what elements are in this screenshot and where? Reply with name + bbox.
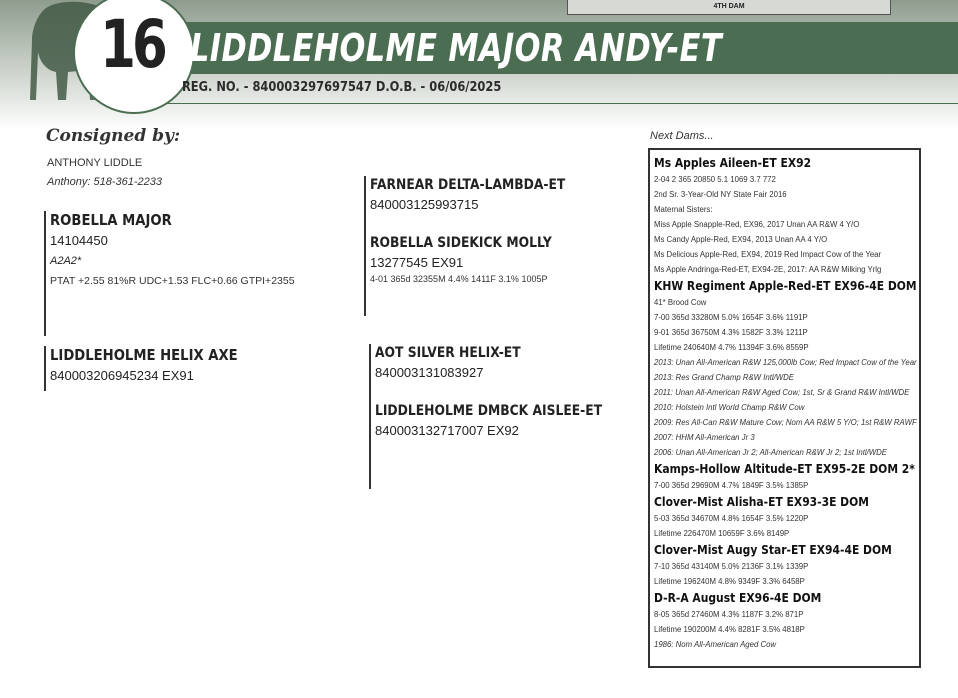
- dam-entry-line: 2011: Unan All-American R&W Aged Cow; 1st, Sr & Grand R&W Intl/WDE: [654, 388, 910, 397]
- sire-dam-reg: 13277545 EX91: [370, 255, 464, 270]
- sire-proof: PTAT +2.55 81%R UDC+1.53 FLC+0.66 GTPI+2355: [50, 275, 295, 287]
- next-dams-label: Next Dams...: [650, 130, 714, 142]
- dam-sire-name: AOT SILVER HELIX-ET: [375, 345, 521, 361]
- dam-entry-line: Ms Apple Andringa-Red-ET, EX94-2E, 2017: AA R&W Milking Yrlg: [654, 265, 882, 274]
- sire-parents-block: [364, 176, 592, 316]
- dam-entry-name: D-R-A August EX96-4E DOM: [654, 590, 822, 605]
- dam-entry: [654, 541, 919, 589]
- dam-entry-line: Lifetime 190200M 4.4% 8281F 3.5% 4818P: [654, 625, 805, 634]
- sire-sire-reg: 840003125993715: [370, 197, 479, 212]
- dam-entry: [654, 154, 919, 277]
- dam-block: [44, 346, 263, 391]
- dam-entry-line: 2nd Sr. 3-Year-Old NY State Fair 2016: [654, 190, 787, 199]
- registration-line: REG. NO. - 840003297697547 D.O.B. - 06/06/2025: [182, 80, 502, 95]
- dam-entry-line: 2-04 2 365 20850 5.1 1069 3.7 772: [654, 175, 776, 184]
- dam-entry-line: 7-00 365d 33280M 5.0% 1654F 3.6% 1191P: [654, 313, 808, 322]
- dam-entry-name: Kamps-Hollow Altitude-ET EX95-2E DOM 2*: [654, 461, 915, 476]
- consignor-name: ANTHONY LIDDLE: [47, 157, 143, 169]
- sire-name: ROBELLA MAJOR: [50, 211, 172, 229]
- sire-genetics: A2A2*: [50, 255, 82, 267]
- dam-entry-line: Lifetime 226470M 10659F 3.6% 8149P: [654, 529, 790, 538]
- banner-rule: [160, 103, 958, 104]
- dam-entry-line: 2006: Unan All-American Jr 2; All-American R&W Jr 2; 1st Intl/WDE: [654, 448, 887, 457]
- dam-reg: 840003206945234 EX91: [50, 368, 194, 383]
- next-dams-box: [648, 148, 921, 668]
- dam-sire-reg: 840003131083927: [375, 365, 484, 380]
- dam-entry-line: 2013: Res Grand Champ R&W Intl/WDE: [654, 373, 794, 382]
- dam-dam-reg: 840003132717007 EX92: [375, 423, 519, 438]
- dam-parents-block: [369, 344, 633, 489]
- sire-sire-name: FARNEAR DELTA-LAMBDA-ET: [370, 177, 566, 193]
- fourth-dam-box: [567, 0, 891, 15]
- dam-entry-line: 2010: Holstein Intl World Champ R&W Cow: [654, 403, 805, 412]
- dam-entry-line: 41* Brood Cow: [654, 298, 707, 307]
- dam-entry-line: 5-03 365d 34670M 4.8% 1654F 3.5% 1220P: [654, 514, 809, 523]
- dam-entry: [654, 277, 919, 460]
- dam-entry-line: 2007: HHM All-American Jr 3: [654, 433, 755, 442]
- dam-entry-line: Miss Apple Snapple-Red, EX96, 2017 Unan AA R&W 4 Y/O: [654, 220, 860, 229]
- dam-entry-name: Clover-Mist Augy Star-ET EX94-4E DOM: [654, 542, 892, 557]
- lot-number: 16: [100, 6, 164, 83]
- animal-name: LIDDLEHOLME MAJOR ANDY-ET: [190, 26, 722, 70]
- dam-entry-line: Maternal Sisters:: [654, 205, 713, 214]
- dam-name: LIDDLEHOLME HELIX AXE: [50, 346, 238, 364]
- dam-entry-line: 7-10 365d 43140M 5.0% 2136F 3.1% 1339P: [654, 562, 809, 571]
- consigned-by-label: Consigned by:: [46, 126, 181, 146]
- sire-reg: 14104450: [50, 233, 108, 248]
- dam-entry-name: Ms Apples Aileen-ET EX92: [654, 155, 812, 170]
- dam-entry: [654, 460, 919, 493]
- sire-dam-record: 4-01 365d 32355M 4.4% 1411F 3.1% 1005P: [370, 274, 548, 284]
- dam-entry: [654, 589, 919, 652]
- dam-entry: [654, 493, 919, 541]
- dam-entry-line: Ms Delicious Apple-Red, EX94, 2019 Red Impact Cow of the Year: [654, 250, 882, 259]
- dam-entry-line: Lifetime 240640M 4.7% 11394F 3.6% 8559P: [654, 343, 809, 352]
- dam-entry-line: 8-05 365d 27460M 4.3% 1187F 3.2% 871P: [654, 610, 804, 619]
- consignor-phone: Anthony: 518-361-2233: [47, 176, 162, 188]
- sire-dam-name: ROBELLA SIDEKICK MOLLY: [370, 235, 552, 251]
- dam-entry-name: KHW Regiment Apple-Red-ET EX96-4E DOM: [654, 278, 917, 293]
- dam-entry-line: Ms Candy Apple-Red, EX94, 2013 Unan AA 4 Y/O: [654, 235, 828, 244]
- dam-entry-name: Clover-Mist Alisha-ET EX93-3E DOM: [654, 494, 869, 509]
- dam-entry-line: 2009: Res All-Can R&W Mature Cow; Nom AA R&W 5 Y/O; 1st R&W RAWF: [654, 418, 917, 427]
- fourth-dam-label: 4TH DAM: [713, 3, 745, 10]
- sire-block: [44, 211, 295, 336]
- dam-dam-name: LIDDLEHOLME DMBCK AISLEE-ET: [375, 403, 603, 419]
- dam-entry-line: 7-00 365d 29690M 4.7% 1849F 3.5% 1385P: [654, 481, 809, 490]
- dam-entry-line: 1986: Nom All-American Aged Cow: [654, 640, 777, 649]
- dam-entry-line: 9-01 365d 36750M 4.3% 1582F 3.3% 1211P: [654, 328, 808, 337]
- dam-entry-line: Lifetime 196240M 4.8% 9349F 3.3% 6458P: [654, 577, 805, 586]
- dam-entry-line: 2013: Unan All-American R&W 125,000lb Cow; Red Impact Cow of the Year: [654, 358, 917, 367]
